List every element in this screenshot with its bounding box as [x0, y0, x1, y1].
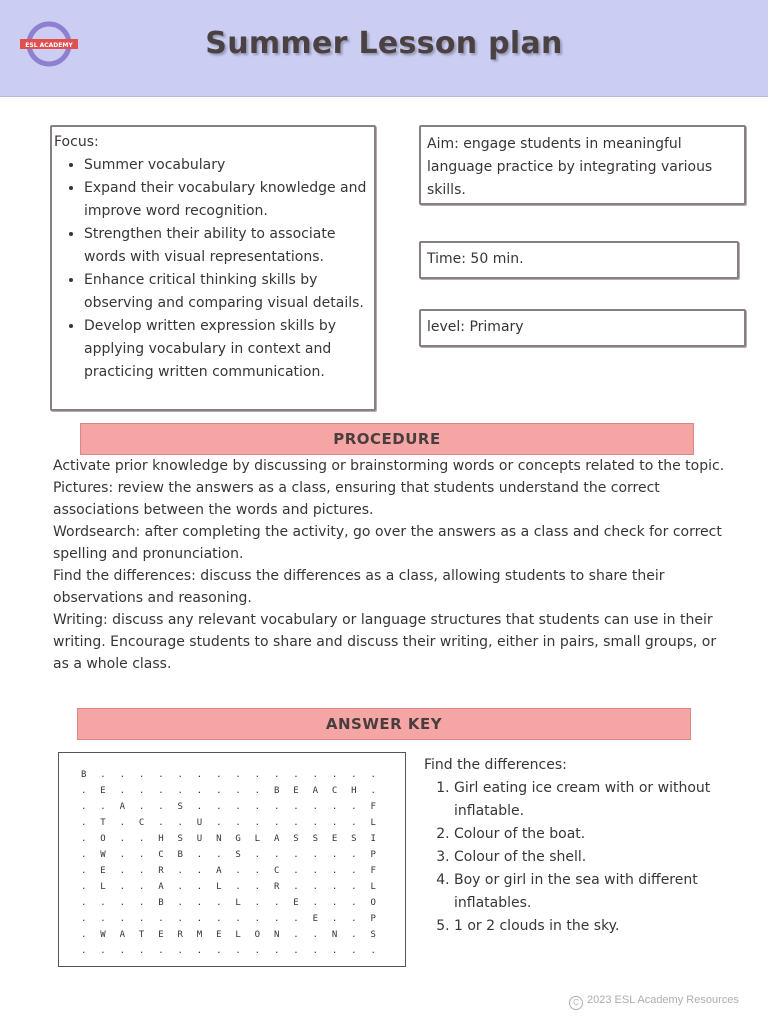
wordsearch-cell: L: [235, 930, 241, 940]
wordsearch-cell: E: [100, 786, 106, 796]
difference-item: 1. Girl eating ice cream with or without inflatable.: [454, 777, 744, 823]
wordsearch-cell: E: [331, 834, 338, 844]
wordsearch-row: [81, 879, 390, 895]
wordsearch-cell: L: [254, 834, 261, 844]
wordsearch-cell: .: [100, 770, 106, 780]
wordsearch-cell: .: [254, 786, 261, 796]
wordsearch-cell: .: [138, 914, 145, 924]
wordsearch-cell: .: [312, 930, 318, 940]
wordsearch-cell: O: [100, 834, 106, 844]
wordsearch-cell: .: [158, 770, 164, 780]
wordsearch-cell: .: [273, 818, 280, 828]
wordsearch-cell: .: [100, 802, 106, 812]
wordsearch-cell: .: [312, 882, 318, 892]
wordsearch-cell: A: [119, 802, 126, 812]
wordsearch-cell: .: [273, 914, 280, 924]
wordsearch-cell: N: [273, 930, 280, 940]
wordsearch-cell: .: [216, 914, 222, 924]
wordsearch-cell: R: [158, 866, 164, 876]
focus-item: • Develop written expression skills by applying vocabulary in context and practicing written communication.: [84, 315, 374, 384]
wordsearch-cell: .: [254, 818, 261, 828]
wordsearch-cell: F: [370, 866, 376, 876]
wordsearch-cell: E: [312, 914, 318, 924]
wordsearch-cell: A: [158, 882, 164, 892]
wordsearch-cell: .: [158, 786, 164, 796]
wordsearch-cell: B: [158, 898, 164, 908]
differences-list: [424, 777, 744, 938]
wordsearch-cell: H: [351, 786, 357, 796]
wordsearch-cell: .: [81, 898, 87, 908]
wordsearch-cell: L: [100, 882, 106, 892]
wordsearch-cell: .: [351, 946, 357, 956]
wordsearch-cell: .: [81, 818, 87, 828]
level-box: level: Primary: [419, 309, 746, 347]
wordsearch-cell: .: [293, 930, 299, 940]
wordsearch-cell: .: [81, 882, 87, 892]
wordsearch-cell: .: [81, 786, 87, 796]
wordsearch-cell: E: [100, 866, 106, 876]
focus-box: [50, 125, 376, 411]
wordsearch-cell: .: [312, 898, 318, 908]
wordsearch-cell: .: [81, 930, 87, 940]
wordsearch-cell: .: [138, 882, 145, 892]
wordsearch-cell: .: [293, 818, 299, 828]
wordsearch-cell: .: [81, 946, 87, 956]
wordsearch-grid: [81, 767, 390, 959]
wordsearch-row: [81, 863, 390, 879]
answer-key-heading: ANSWER KEY: [77, 708, 691, 740]
wordsearch-cell: .: [158, 818, 164, 828]
wordsearch-cell: .: [331, 866, 338, 876]
wordsearch-cell: S: [370, 930, 376, 940]
wordsearch-cell: .: [331, 914, 338, 924]
wordsearch-cell: S: [177, 802, 183, 812]
aim-box: Aim: engage students in meaningful language practice by integrating various skills.: [419, 125, 746, 205]
wordsearch-box: [58, 752, 406, 967]
focus-item: • Summer vocabulary: [84, 154, 374, 177]
wordsearch-cell: .: [177, 866, 183, 876]
time-box: Time: 50 min.: [419, 241, 739, 279]
wordsearch-cell: .: [273, 946, 280, 956]
wordsearch-cell: .: [312, 770, 318, 780]
differences-title: Find the differences:: [424, 757, 567, 773]
wordsearch-cell: .: [235, 866, 241, 876]
wordsearch-cell: I: [370, 834, 376, 844]
wordsearch-cell: .: [331, 882, 338, 892]
wordsearch-cell: .: [119, 818, 126, 828]
wordsearch-cell: .: [351, 914, 357, 924]
wordsearch-cell: .: [119, 850, 126, 860]
header-banner: [0, 0, 768, 97]
wordsearch-cell: .: [312, 866, 318, 876]
wordsearch-cell: C: [273, 866, 280, 876]
wordsearch-cell: .: [312, 946, 318, 956]
wordsearch-cell: .: [235, 802, 241, 812]
wordsearch-cell: W: [100, 930, 106, 940]
wordsearch-cell: A: [312, 786, 318, 796]
procedure-text: [53, 455, 729, 675]
procedure-paragraph: Wordsearch: after completing the activity, go over the answers as a class and check for correct spelling and pronunciation.: [53, 524, 722, 562]
wordsearch-cell: .: [254, 914, 261, 924]
wordsearch-cell: .: [177, 770, 183, 780]
wordsearch-cell: .: [351, 818, 357, 828]
wordsearch-cell: .: [351, 866, 357, 876]
wordsearch-row: [81, 799, 390, 815]
focus-item: • Expand their vocabulary knowledge and improve word recognition.: [84, 177, 374, 223]
wordsearch-cell: .: [351, 930, 357, 940]
wordsearch-row: [81, 831, 390, 847]
wordsearch-cell: .: [312, 818, 318, 828]
wordsearch-cell: E: [158, 930, 164, 940]
logo-text: ESL ACADEMY: [25, 42, 73, 49]
difference-item: 3. Colour of the shell.: [454, 846, 744, 869]
wordsearch-cell: .: [351, 770, 357, 780]
copyright-icon: C: [569, 996, 583, 1010]
wordsearch-cell: .: [235, 882, 241, 892]
wordsearch-cell: .: [273, 898, 280, 908]
wordsearch-cell: P: [370, 914, 376, 924]
wordsearch-cell: .: [273, 802, 280, 812]
wordsearch-cell: .: [216, 946, 222, 956]
wordsearch-cell: E: [216, 930, 222, 940]
wordsearch-cell: .: [235, 914, 241, 924]
wordsearch-cell: N: [331, 930, 338, 940]
wordsearch-cell: .: [235, 770, 241, 780]
wordsearch-cell: O: [370, 898, 376, 908]
wordsearch-cell: .: [293, 802, 299, 812]
procedure-paragraph: Writing: discuss any relevant vocabulary or language structures that students can use in their writing. Encourage students to share and discuss their writing, either in pairs, small groups, or as a whole class.: [53, 612, 717, 672]
wordsearch-cell: .: [235, 786, 241, 796]
wordsearch-cell: C: [138, 818, 145, 828]
wordsearch-row: [81, 911, 390, 927]
wordsearch-cell: .: [331, 770, 338, 780]
wordsearch-cell: .: [273, 770, 280, 780]
wordsearch-row: [81, 815, 390, 831]
wordsearch-cell: S: [312, 834, 318, 844]
wordsearch-cell: .: [331, 818, 338, 828]
wordsearch-cell: .: [370, 946, 376, 956]
footer-text: 2023 ESL Academy Resources: [587, 994, 739, 1006]
wordsearch-cell: .: [351, 898, 357, 908]
wordsearch-cell: A: [273, 834, 280, 844]
wordsearch-cell: .: [254, 946, 261, 956]
wordsearch-cell: .: [293, 770, 299, 780]
wordsearch-cell: .: [81, 914, 87, 924]
wordsearch-cell: .: [138, 834, 145, 844]
wordsearch-cell: T: [138, 930, 145, 940]
procedure-paragraph: Pictures: review the answers as a class, ensuring that students understand the correct associations between the words and pictures.: [53, 480, 660, 518]
wordsearch-cell: .: [177, 946, 183, 956]
wordsearch-cell: .: [254, 898, 261, 908]
wordsearch-cell: .: [312, 850, 318, 860]
wordsearch-cell: R: [273, 882, 280, 892]
wordsearch-cell: .: [100, 914, 106, 924]
wordsearch-cell: .: [100, 898, 106, 908]
wordsearch-cell: .: [177, 882, 183, 892]
wordsearch-cell: .: [119, 786, 126, 796]
wordsearch-cell: .: [216, 802, 222, 812]
wordsearch-cell: .: [196, 914, 203, 924]
wordsearch-cell: .: [81, 802, 87, 812]
wordsearch-cell: S: [235, 850, 241, 860]
wordsearch-row: [81, 895, 390, 911]
wordsearch-cell: A: [119, 930, 126, 940]
wordsearch-cell: .: [293, 946, 299, 956]
procedure-heading: PROCEDURE: [80, 423, 694, 455]
wordsearch-cell: .: [119, 898, 126, 908]
wordsearch-cell: F: [370, 802, 376, 812]
wordsearch-cell: .: [254, 850, 261, 860]
wordsearch-cell: .: [177, 818, 183, 828]
wordsearch-cell: .: [119, 834, 126, 844]
wordsearch-cell: .: [81, 834, 87, 844]
wordsearch-cell: L: [370, 818, 376, 828]
difference-item: 4. Boy or girl in the sea with different inflatables.: [454, 869, 744, 915]
wordsearch-cell: .: [351, 882, 357, 892]
wordsearch-cell: C: [331, 786, 338, 796]
wordsearch-cell: .: [158, 914, 164, 924]
wordsearch-cell: .: [235, 946, 241, 956]
wordsearch-cell: .: [158, 946, 164, 956]
wordsearch-cell: R: [177, 930, 183, 940]
wordsearch-cell: .: [196, 802, 203, 812]
wordsearch-cell: .: [254, 882, 261, 892]
wordsearch-cell: .: [196, 946, 203, 956]
wordsearch-cell: C: [158, 850, 164, 860]
wordsearch-cell: .: [293, 866, 299, 876]
wordsearch-cell: .: [331, 946, 338, 956]
wordsearch-cell: .: [196, 786, 203, 796]
wordsearch-cell: .: [177, 914, 183, 924]
wordsearch-cell: .: [254, 866, 261, 876]
wordsearch-cell: .: [119, 866, 126, 876]
wordsearch-cell: H: [158, 834, 164, 844]
wordsearch-cell: .: [370, 786, 376, 796]
wordsearch-row: [81, 927, 390, 943]
wordsearch-cell: .: [312, 802, 318, 812]
wordsearch-cell: G: [235, 834, 241, 844]
wordsearch-cell: B: [273, 786, 280, 796]
wordsearch-cell: .: [351, 850, 357, 860]
focus-label: Focus:: [54, 134, 99, 150]
wordsearch-cell: .: [293, 914, 299, 924]
wordsearch-cell: N: [216, 834, 222, 844]
wordsearch-cell: .: [158, 802, 164, 812]
wordsearch-cell: .: [254, 770, 261, 780]
wordsearch-cell: .: [138, 770, 145, 780]
wordsearch-row: [81, 767, 390, 783]
wordsearch-cell: U: [196, 834, 203, 844]
wordsearch-cell: S: [351, 834, 357, 844]
focus-list: [54, 154, 374, 384]
wordsearch-cell: .: [254, 802, 261, 812]
wordsearch-cell: .: [196, 850, 203, 860]
wordsearch-cell: O: [254, 930, 261, 940]
wordsearch-cell: .: [138, 802, 145, 812]
wordsearch-cell: .: [119, 770, 126, 780]
wordsearch-cell: .: [177, 898, 183, 908]
difference-item: 2. Colour of the boat.: [454, 823, 744, 846]
wordsearch-cell: U: [196, 818, 203, 828]
wordsearch-cell: .: [216, 898, 222, 908]
wordsearch-cell: .: [196, 882, 203, 892]
difference-item: 5. 1 or 2 clouds in the sky.: [454, 915, 744, 938]
wordsearch-cell: .: [351, 802, 357, 812]
page-title: Summer Lesson plan: [205, 26, 563, 61]
wordsearch-cell: .: [370, 770, 376, 780]
wordsearch-cell: .: [216, 770, 222, 780]
wordsearch-cell: .: [331, 898, 338, 908]
wordsearch-cell: .: [331, 802, 338, 812]
wordsearch-cell: .: [119, 914, 126, 924]
wordsearch-cell: .: [81, 866, 87, 876]
wordsearch-cell: .: [138, 866, 145, 876]
wordsearch-cell: .: [119, 946, 126, 956]
wordsearch-cell: T: [100, 818, 106, 828]
wordsearch-cell: .: [138, 786, 145, 796]
wordsearch-row: [81, 847, 390, 863]
wordsearch-cell: .: [196, 866, 203, 876]
wordsearch-cell: B: [177, 850, 183, 860]
wordsearch-cell: .: [138, 898, 145, 908]
wordsearch-cell: .: [216, 786, 222, 796]
wordsearch-cell: .: [216, 818, 222, 828]
wordsearch-cell: L: [216, 882, 222, 892]
wordsearch-row: [81, 783, 390, 799]
wordsearch-cell: .: [196, 898, 203, 908]
wordsearch-cell: P: [370, 850, 376, 860]
wordsearch-cell: L: [370, 882, 376, 892]
wordsearch-cell: E: [293, 898, 299, 908]
focus-item: • Enhance critical thinking skills by observing and comparing visual details.: [84, 269, 374, 315]
wordsearch-cell: .: [81, 850, 87, 860]
footer-copyright: [569, 994, 739, 1010]
wordsearch-cell: A: [216, 866, 222, 876]
wordsearch-cell: .: [216, 850, 222, 860]
wordsearch-cell: .: [119, 882, 126, 892]
wordsearch-cell: E: [293, 786, 299, 796]
wordsearch-cell: .: [235, 818, 241, 828]
differences-section: [424, 754, 744, 938]
wordsearch-cell: .: [196, 770, 203, 780]
wordsearch-row: [81, 943, 390, 959]
procedure-paragraph: Find the differences: discuss the differences as a class, allowing students to share their observations and reasoning.: [53, 568, 665, 606]
wordsearch-cell: .: [331, 850, 338, 860]
wordsearch-cell: .: [293, 882, 299, 892]
wordsearch-cell: B: [81, 770, 87, 780]
wordsearch-cell: L: [235, 898, 241, 908]
wordsearch-cell: .: [177, 786, 183, 796]
wordsearch-cell: W: [100, 850, 106, 860]
wordsearch-cell: S: [177, 834, 183, 844]
wordsearch-cell: .: [138, 850, 145, 860]
focus-item: • Strengthen their ability to associate words with visual representations.: [84, 223, 374, 269]
wordsearch-cell: .: [273, 850, 280, 860]
wordsearch-cell: .: [138, 946, 145, 956]
wordsearch-cell: M: [196, 930, 203, 940]
wordsearch-cell: .: [293, 850, 299, 860]
wordsearch-cell: S: [293, 834, 299, 844]
wordsearch-cell: .: [100, 946, 106, 956]
procedure-paragraph: Activate prior knowledge by discussing or brainstorming words or concepts related to the topic.: [53, 458, 725, 474]
